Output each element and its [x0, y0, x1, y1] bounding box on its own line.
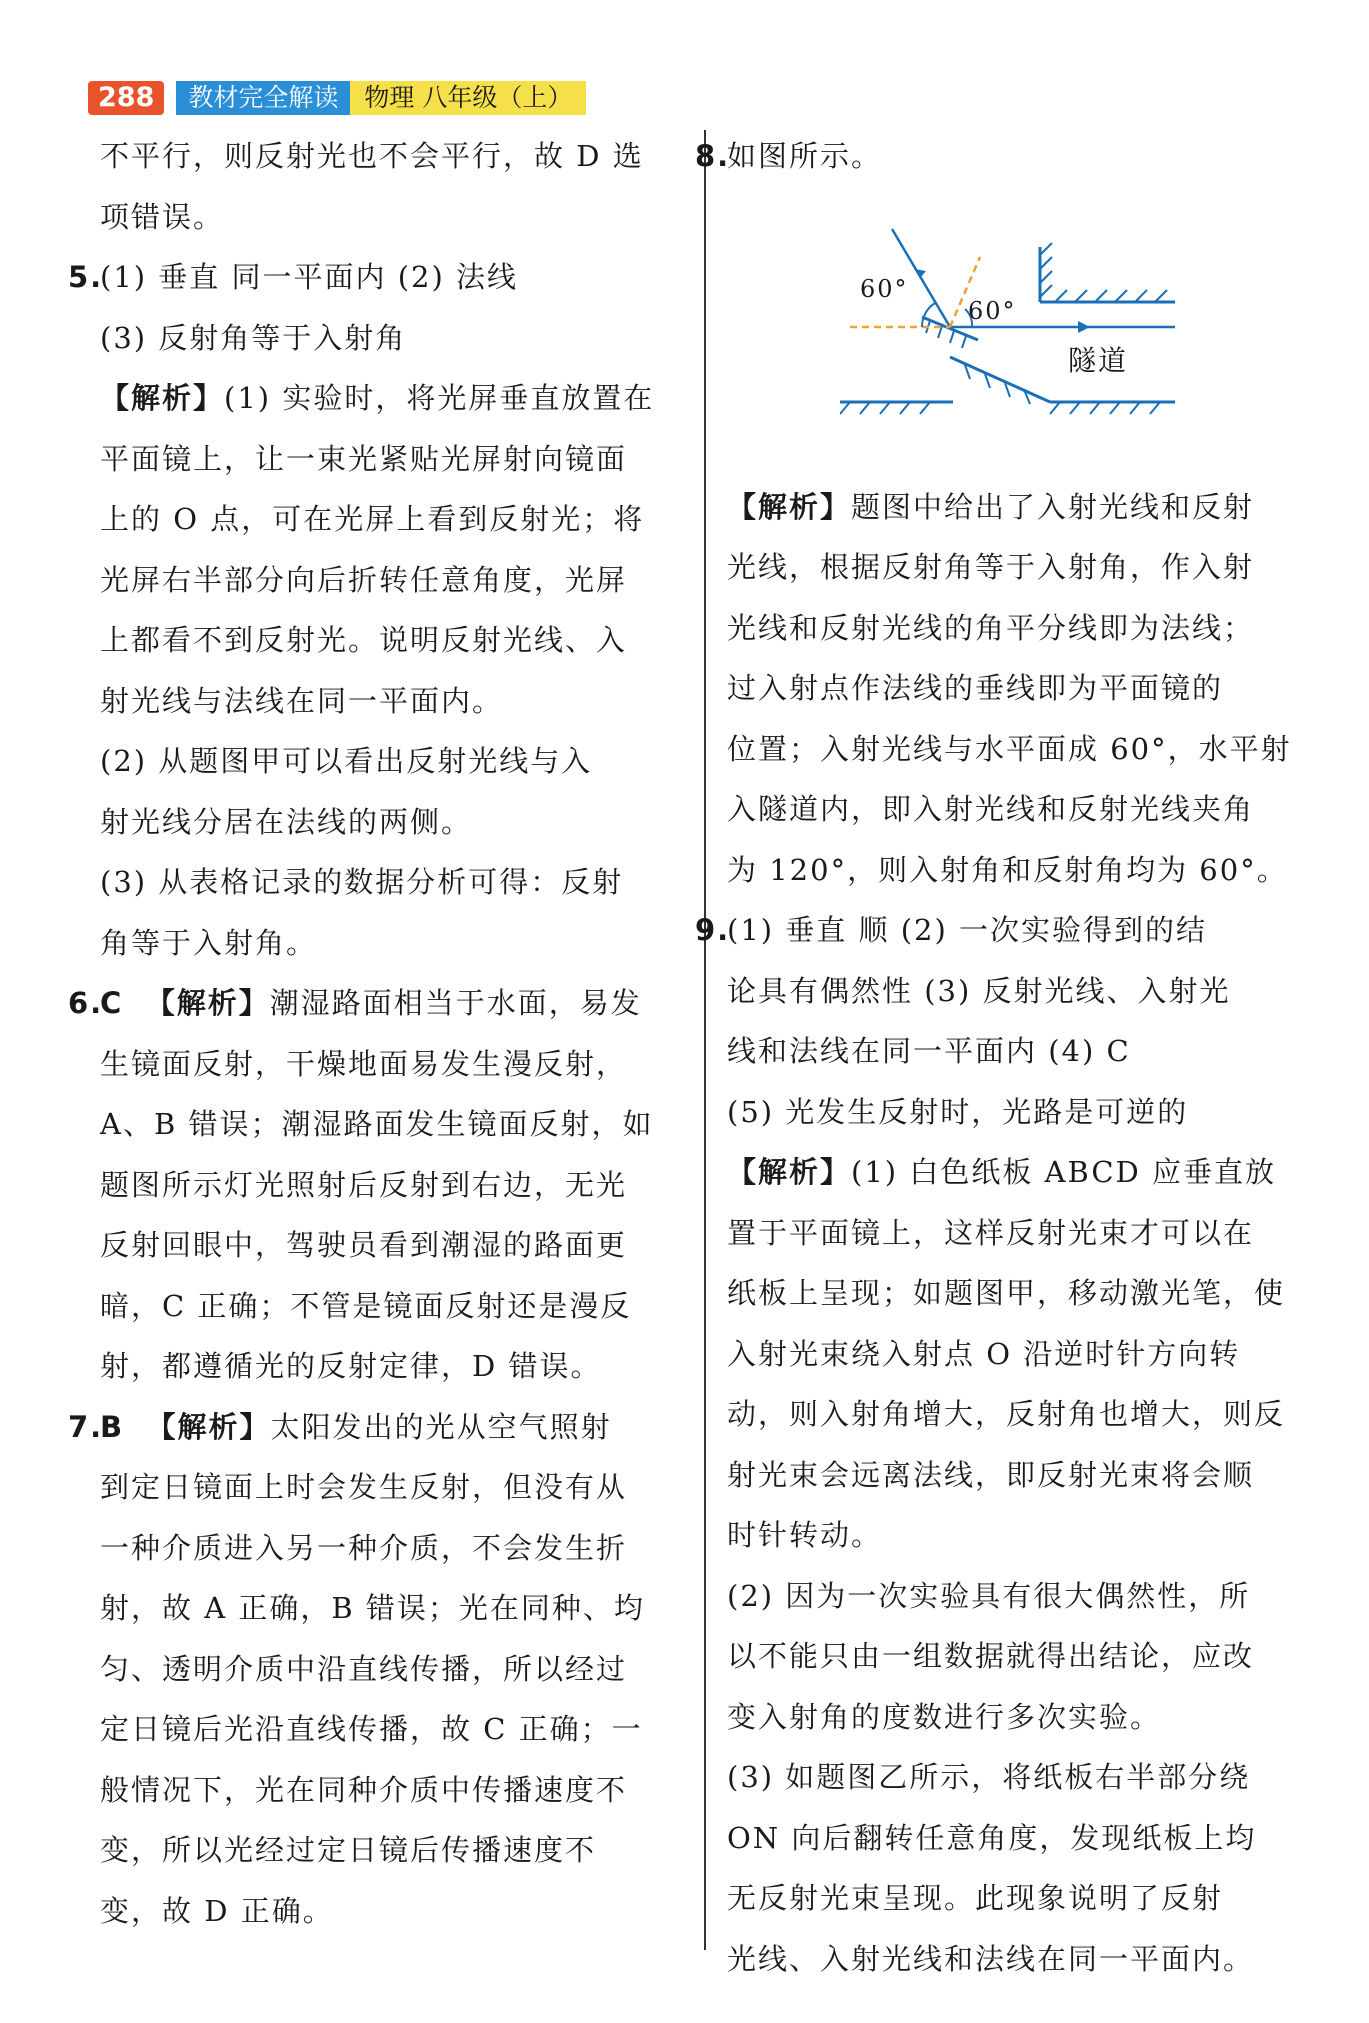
slope-line [950, 357, 1050, 402]
q8-analysis-line [727, 477, 1322, 538]
text-line: 暗，C 正确；不管是镜面反射还是漫反 [100, 1288, 632, 1323]
text-line: 上的 O 点，可在光屏上看到反射光；将 [100, 502, 645, 536]
text-line: 以不能只由一组数据就得出结论，应改 [727, 1639, 1255, 1673]
tunnel-hatching [1040, 243, 1167, 302]
text-span: (1) 白色纸板 ABCD 应垂直放 [851, 1155, 1276, 1189]
text-line: 时针转动。 [727, 1518, 883, 1552]
text-line: 定日镜后光沿直线传播，故 C 正确；一 [100, 1712, 643, 1746]
q8-line [695, 126, 1322, 187]
text-span: 如图所示。 [727, 139, 883, 173]
q7-answer: B [100, 1409, 125, 1444]
text-line: 角等于入射角。 [100, 925, 318, 960]
text-line: 项错误。 [100, 199, 225, 234]
text-line: 一种介质进入另一种介质，不会发生折 [100, 1530, 628, 1565]
q6-line [68, 973, 700, 1034]
text-line: 射，故 A 正确，B 错误；光在同种、均 [100, 1591, 645, 1625]
analysis-tag: 【解析】 [145, 986, 270, 1020]
text-line: 论具有偶然性 (3) 反射光线、入射光 [727, 973, 1231, 1008]
text-line: 变入射角的度数进行多次实验。 [727, 1699, 1162, 1734]
angle-label-left: 60° [860, 274, 909, 303]
page-header [88, 80, 586, 116]
text-line: 无反射光束呈现。此现象说明了反射 [727, 1881, 1224, 1915]
text-line: 过入射点作法线的垂线即为平面镜的 [727, 671, 1224, 705]
text-line: (3) 反射角等于入射角 [100, 320, 407, 355]
text-line: 射，都遵循光的反射定律，D 错误。 [100, 1349, 602, 1383]
text-line: ON 向后翻转任意角度，发现纸板上均 [727, 1820, 1257, 1855]
q9-answer-line [695, 900, 1322, 961]
reflected-arrow [1078, 321, 1090, 333]
text-line: 入隧道内，即入射光线和反射光线夹角 [727, 792, 1255, 826]
text-line: 匀、透明介质中沿直线传播，所以经过 [100, 1651, 628, 1686]
text-line: (3) 如题图乙所示，将纸板右半部分绕 [727, 1760, 1251, 1794]
q9-analysis-line [727, 1142, 1322, 1203]
text-line: 光屏右半部分向后折转任意角度，光屏 [100, 562, 628, 597]
text-line: 入射光束绕入射点 O 沿逆时针方向转 [727, 1336, 1241, 1371]
text-line: 光线和反射光线的角平分线即为法线； [727, 610, 1255, 645]
right-column [695, 126, 1322, 1989]
mirror-hatching [926, 321, 966, 348]
text-line: 纸板上呈现；如题图甲，移动激光笔，使 [727, 1276, 1286, 1310]
text-line: 般情况下，光在同种介质中传播速度不 [100, 1772, 628, 1807]
text-line: (2) 从题图甲可以看出反射光线与入 [100, 744, 593, 778]
book-title: 教材完全解读 [176, 81, 350, 115]
text-line: 不平行，则反射光也不会平行，故 D 选 [100, 139, 644, 173]
text-line: 光线、入射光线和法线在同一平面内。 [727, 1941, 1255, 1976]
text-line: 线和法线在同一平面内 (4) C [727, 1034, 1131, 1068]
text-line: 位置；入射光线与水平面成 60°，水平射 [727, 731, 1292, 766]
q7-line [68, 1397, 700, 1458]
text-line: 射光线分居在法线的两侧。 [100, 804, 473, 839]
tunnel-label: 隧道 [1068, 343, 1129, 377]
text-line: 置于平面镜上，这样反射光束才可以在 [727, 1215, 1255, 1250]
text-line: A、B 错误；潮湿路面发生镜面反射，如 [100, 1107, 654, 1141]
text-span: 题图中给出了入射光线和反射 [851, 489, 1255, 524]
page-number: 288 [88, 81, 164, 115]
text-span: 太阳发出的光从空气照射 [270, 1409, 612, 1444]
text-span: (1) 实验时，将光屏垂直放置在 [224, 381, 655, 415]
text-line: 光线，根据反射角等于入射角，作入射 [727, 550, 1255, 584]
q5-number: 5. [68, 260, 104, 294]
text-line: 射光线与法线在同一平面内。 [100, 683, 504, 718]
q8-number: 8. [695, 139, 731, 173]
text-line: 上都看不到反射光。说明反射光线、入 [100, 623, 628, 657]
incident-arrow [914, 269, 926, 277]
text-line: 题图所示灯光照射后反射到右边，无光 [100, 1167, 628, 1202]
q6-number: 6. [68, 986, 104, 1020]
q5-answer: (1) 垂直 同一平面内 (2) 法线 [100, 260, 519, 294]
q5-answer-line [68, 247, 700, 308]
q9-answer: (1) 垂直 顺 (2) 一次实验得到的结 [727, 913, 1208, 947]
text-line: 变，所以光经过定日镜后传播速度不 [100, 1833, 597, 1867]
text-line: (5) 光发生反射时，光路是可逆的 [727, 1094, 1189, 1129]
text-line: 到定日镜面上时会发生反射，但没有从 [100, 1470, 628, 1504]
text-span: 潮湿路面相当于水面，易发 [269, 986, 642, 1020]
text-line: 生镜面反射，干燥地面易发生漫反射， [100, 1046, 628, 1081]
text-line: 反射回眼中，驾驶员看到潮湿的路面更 [100, 1228, 628, 1262]
subject-label: 物理 八年级（上） [350, 81, 586, 115]
diagram-svg [840, 197, 1220, 467]
text-line: 动，则入射角增大，反射角也增大，则反 [727, 1397, 1286, 1431]
reflection-diagram [727, 187, 1322, 477]
analysis-tag: 【解析】 [727, 1155, 852, 1189]
text-line: (2) 因为一次实验具有很大偶然性，所 [727, 1578, 1251, 1613]
text-line: 平面镜上，让一束光紧贴光屏射向镜面 [100, 441, 628, 476]
q9-number: 9. [695, 913, 731, 947]
left-column [68, 126, 700, 1941]
text-line: (3) 从表格记录的数据分析可得：反射 [100, 865, 624, 899]
text-line: 射光束会远离法线，即反射光束将会顺 [727, 1457, 1255, 1492]
analysis-tag: 【解析】 [727, 489, 852, 524]
q5-analysis-line [100, 368, 700, 429]
column-divider [704, 130, 706, 1950]
angle-label-right: 60° [968, 296, 1017, 325]
text-line: 为 120°，则入射角和反射角均为 60°。 [727, 852, 1288, 887]
analysis-tag: 【解析】 [100, 381, 225, 415]
analysis-tag: 【解析】 [146, 1409, 271, 1444]
text-line: 变，故 D 正确。 [100, 1893, 334, 1928]
q7-number: 7. [68, 1409, 104, 1444]
q6-answer: C [100, 986, 124, 1020]
